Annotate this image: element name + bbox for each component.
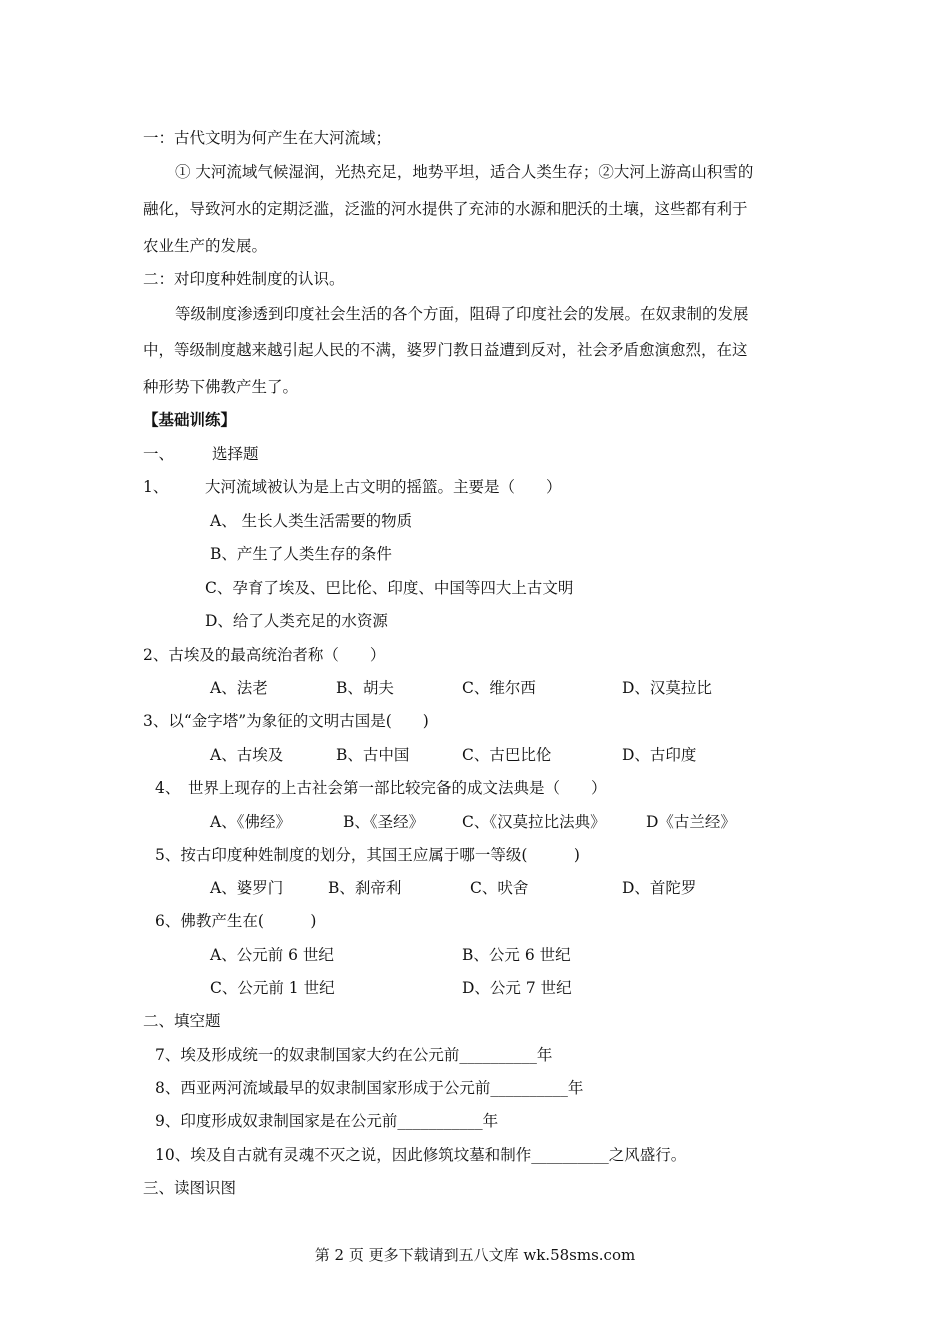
question-4-option-a: A、《佛经》 <box>210 813 291 831</box>
question-9-text: 9、印度形成奴隶制国家是在公元前___________年 <box>155 1112 499 1130</box>
question-7-text: 7、埃及形成统一的奴隶制国家大约在公元前__________年 <box>155 1046 553 1064</box>
section-2-body-line-2: 中，等级制度越来越引起人民的不满，婆罗门教日益遭到反对，社会矛盾愈演愈烈，在这 <box>143 341 748 359</box>
section-1-body-line-2: 融化，导致河水的定期泛滥，泛滥的河水提供了充沛的水源和肥沃的土壤，这些都有利于 <box>143 200 748 218</box>
question-3-option-c: C、古巴比伦 <box>462 746 552 764</box>
section-2-body-line-1: 等级制度渗透到印度社会生活的各个方面，阻碍了印度社会的发展。在奴隶制的发展 <box>175 305 749 323</box>
part-2-title: 二、填空题 <box>143 1012 221 1030</box>
question-4-text: 世界上现存的上古社会第一部比较完备的成文法典是（ ） <box>188 779 607 797</box>
question-2-option-d: D、汉莫拉比 <box>622 679 712 697</box>
question-2-text: 2、古埃及的最高统治者称（ ） <box>143 646 386 664</box>
question-8-text: 8、西亚两河流域最早的奴隶制国家形成于公元前__________年 <box>155 1079 584 1097</box>
question-2-option-c: C、维尔西 <box>462 679 536 697</box>
question-3-option-d: D、古印度 <box>622 746 697 764</box>
question-2-option-b: B、胡夫 <box>336 679 394 697</box>
question-5-text: 5、按古印度种姓制度的划分，其国王应属于哪一等级( ) <box>155 846 580 864</box>
question-1-option-c: C、孕育了埃及、巴比伦、印度、中国等四大上古文明 <box>205 579 574 597</box>
part-1-title: 选择题 <box>212 445 259 463</box>
question-5-option-c: C、吠舍 <box>470 879 529 897</box>
section-1-title: 一：古代文明为何产生在大河流域； <box>143 129 392 147</box>
question-6-option-d: D、公元 7 世纪 <box>462 979 572 997</box>
question-1-option-b: B、产生了人类生存的条件 <box>210 545 392 563</box>
section-2-body-line-3: 种形势下佛教产生了。 <box>143 378 299 396</box>
question-6-option-c: C、公元前 1 世纪 <box>210 979 335 997</box>
page-footer: 第 2 页 更多下载请到五八文库 wk.58sms.com <box>314 1246 636 1264</box>
section-1-body-line-3: 农业生产的发展。 <box>143 237 268 255</box>
part-1-number: 一、 <box>143 445 175 463</box>
part-3-title: 三、读图识图 <box>143 1179 237 1197</box>
question-2-option-a: A、法老 <box>210 679 268 697</box>
question-5-option-b: B、刹帝利 <box>328 879 402 897</box>
question-6-option-b: B、公元 6 世纪 <box>462 946 571 964</box>
question-4-number: 4、 <box>155 779 181 797</box>
question-1-option-a: A、 生长人类生活需要的物质 <box>210 512 413 530</box>
question-5-option-a: A、婆罗门 <box>210 879 284 897</box>
question-4-option-c: C、《汉莫拉比法典》 <box>462 813 606 831</box>
question-1-option-d: D、给了人类充足的水资源 <box>205 612 388 630</box>
question-4-option-d: D《古兰经》 <box>646 813 736 831</box>
question-3-option-b: B、古中国 <box>336 746 410 764</box>
question-6-option-a: A、公元前 6 世纪 <box>210 946 334 964</box>
section-1-body-line-1: ① 大河流域气候湿润，光热充足，地势平坦，适合人类生存；②大河上游高山积雪的 <box>175 163 754 181</box>
question-3-text: 3、以“金字塔”为象征的文明古国是( ) <box>143 712 429 730</box>
question-1-number: 1、 <box>143 478 169 496</box>
question-4-option-b: B、《圣经》 <box>343 813 425 831</box>
training-heading: 【基础训练】 <box>143 410 237 429</box>
question-3-option-a: A、古埃及 <box>210 746 284 764</box>
question-6-text: 6、佛教产生在( ) <box>155 912 317 930</box>
question-1-text: 大河流域被认为是上古文明的摇篮。主要是（ ） <box>205 478 562 496</box>
question-10-text: 10、埃及自古就有灵魂不灭之说，因此修筑坟墓和制作__________之风盛行。 <box>155 1146 687 1164</box>
section-2-title: 二：对印度种姓制度的认识。 <box>143 270 345 288</box>
question-5-option-d: D、首陀罗 <box>622 879 697 897</box>
